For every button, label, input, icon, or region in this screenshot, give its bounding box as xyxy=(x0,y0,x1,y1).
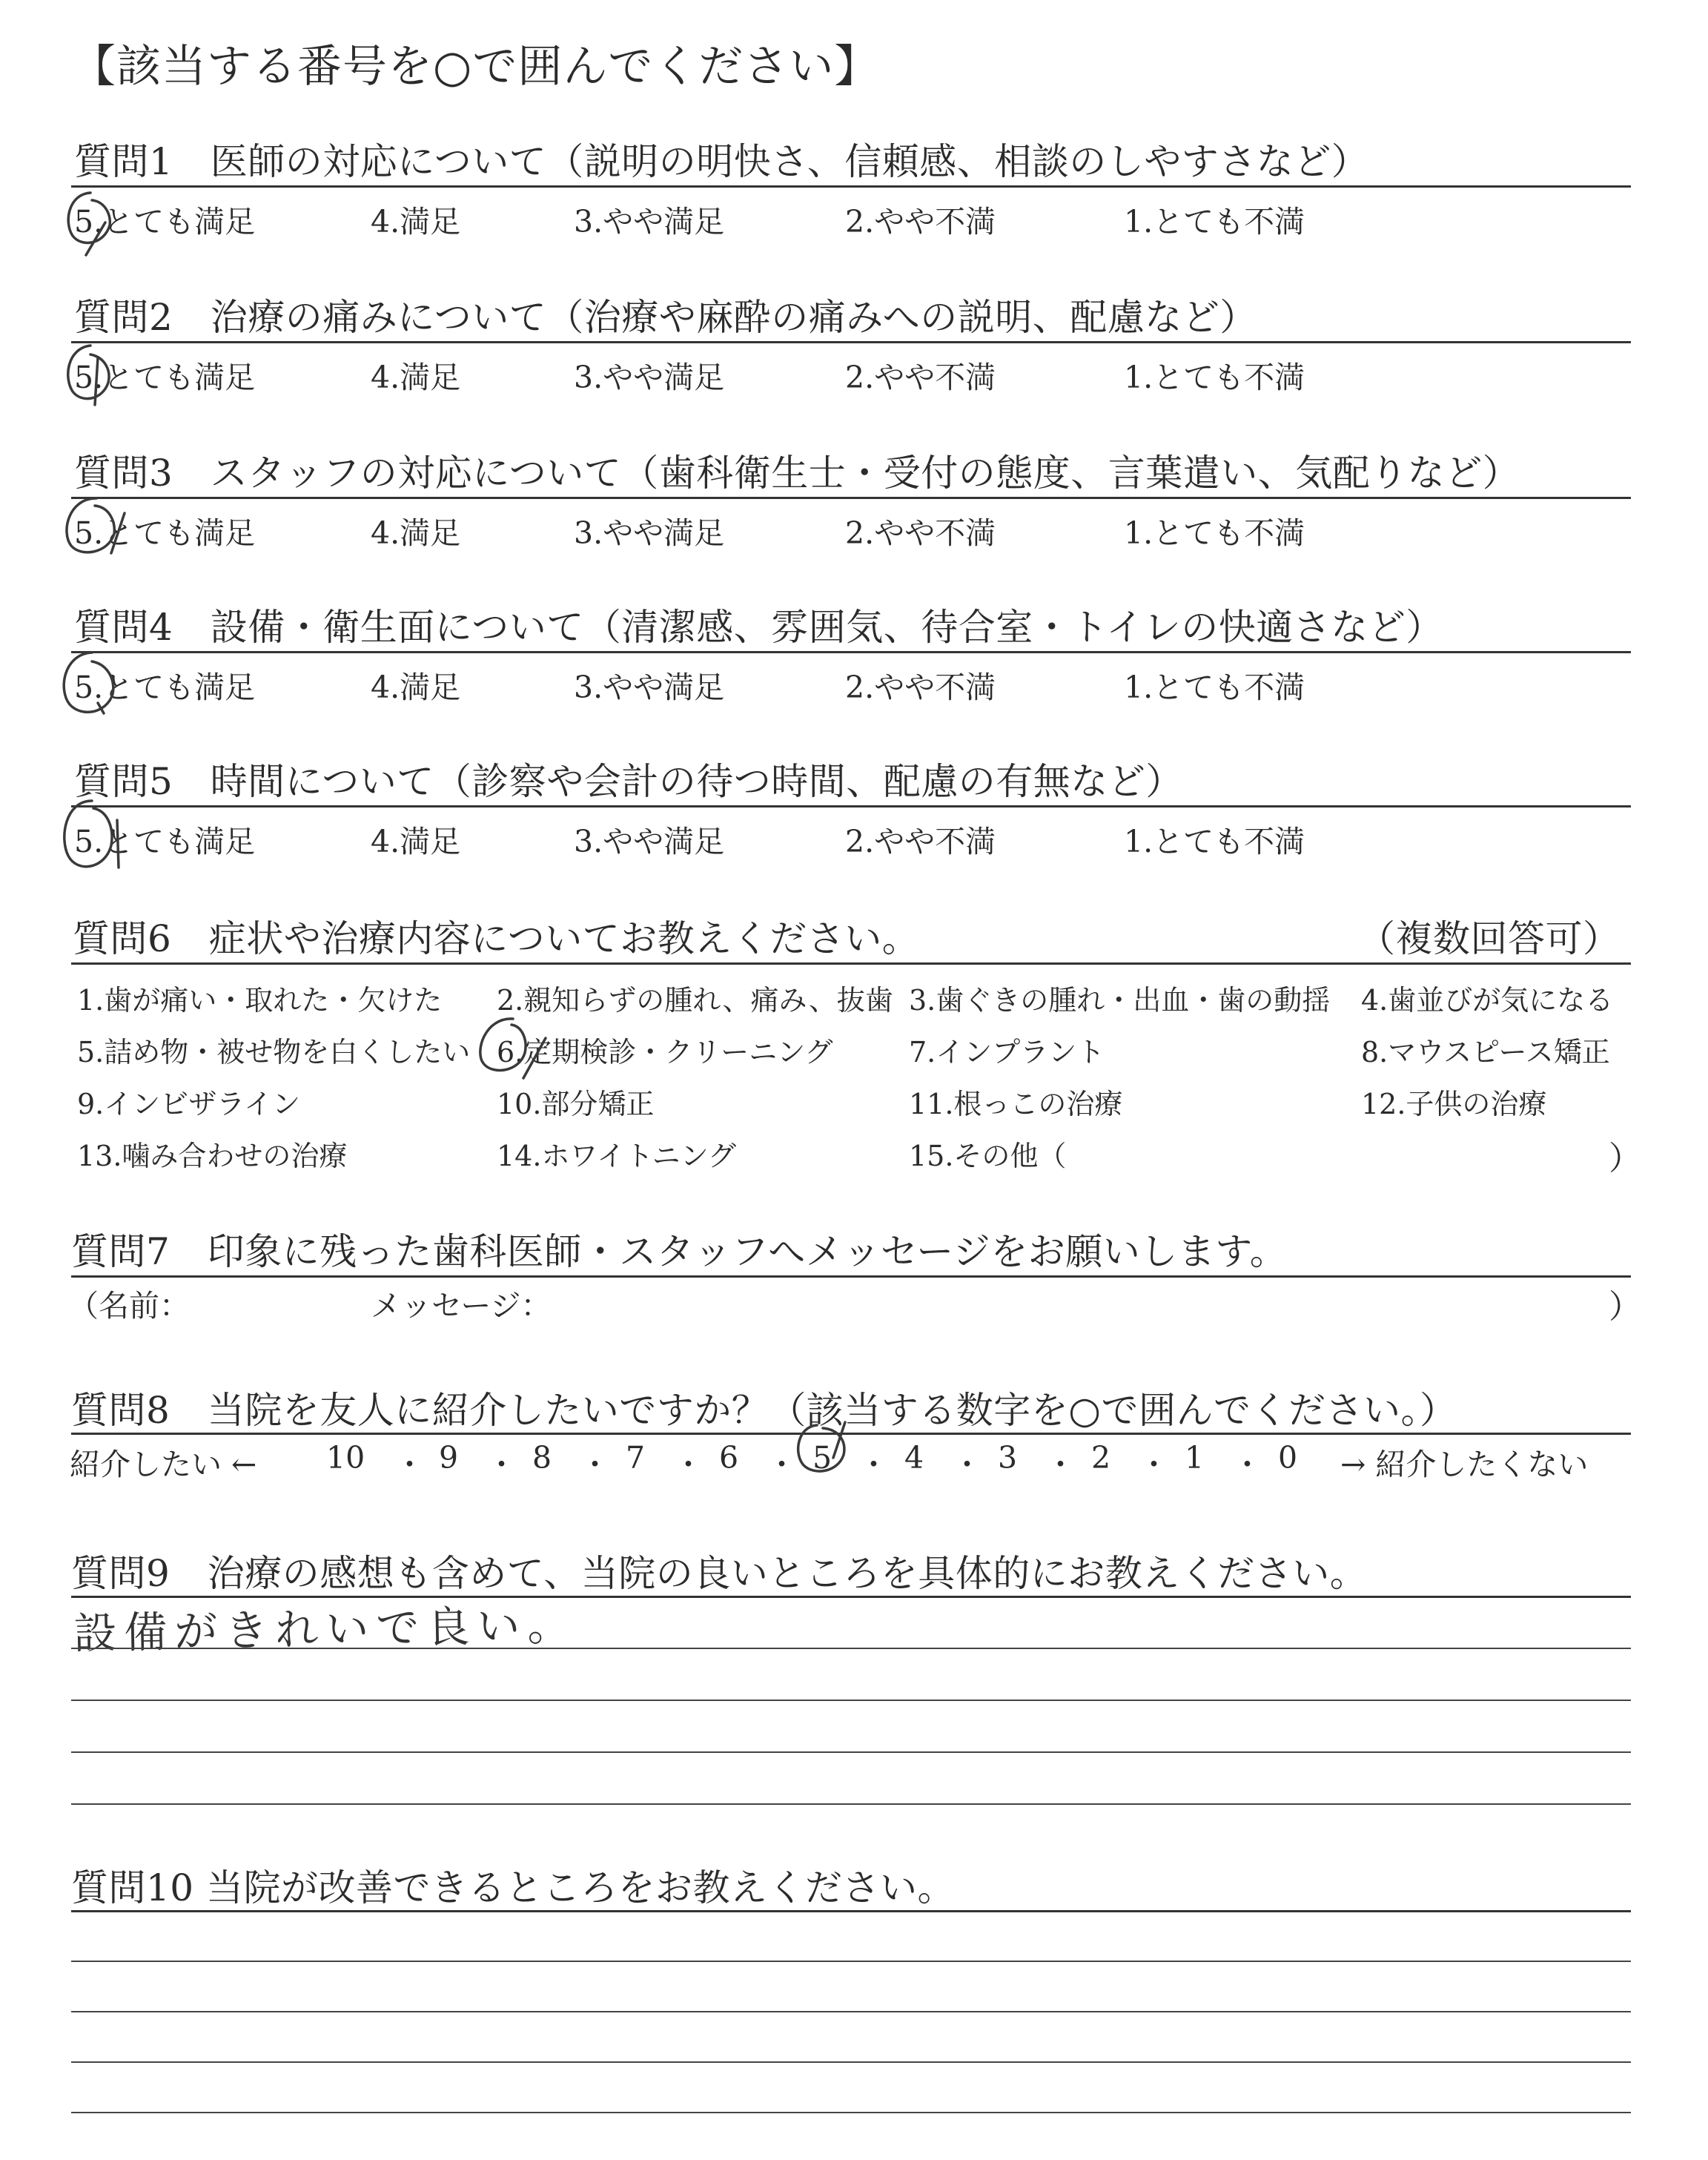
divider xyxy=(71,341,1631,343)
q6-option-12[interactable]: 12.子供の治療 xyxy=(1361,1088,1547,1120)
option-4[interactable]: 4.満足 xyxy=(371,204,461,240)
multiple-answers-note: （複数回答可） xyxy=(1358,917,1621,960)
option-2[interactable]: 2.やや不満 xyxy=(845,204,996,240)
other-close-paren: ） xyxy=(1609,1140,1641,1178)
option-5[interactable]: 5.とても満足 xyxy=(74,824,256,859)
answer-line xyxy=(71,2011,1631,2012)
scale-value-2[interactable]: 2 xyxy=(1091,1440,1111,1476)
scale-dot: ・ xyxy=(767,1447,797,1482)
answer-line xyxy=(71,2061,1631,2063)
q6-option-5[interactable]: 5.詰め物・被せ物を白くしたい xyxy=(77,1036,471,1069)
q6-option-9[interactable]: 9.インビザライン xyxy=(77,1088,301,1120)
q6-option-14[interactable]: 14.ホワイトニング xyxy=(497,1140,737,1172)
option-5[interactable]: 5.とても満足 xyxy=(74,670,256,705)
question-6-title: 質問6 症状や治療内容についてお教えください。 xyxy=(73,917,920,960)
q6-option-8[interactable]: 8.マウスピース矯正 xyxy=(1361,1036,1610,1069)
question-3-title: 質問3 スタッフの対応について（歯科衛生士・受付の態度、言葉遣い、気配りなど） xyxy=(74,452,1520,495)
answer-line xyxy=(71,2112,1631,2113)
scale-dot: ・ xyxy=(1232,1447,1262,1482)
question-4-title: 質問4 設備・衛生面について（清潔感、雰囲気、待合室・トイレの快適さなど） xyxy=(74,606,1443,649)
form-header: 【該当する番号を○で囲んでください】 xyxy=(71,41,880,93)
q6-option-6[interactable]: 6.定期検診・クリーニング xyxy=(497,1036,833,1069)
divider xyxy=(71,962,1631,965)
option-1[interactable]: 1.とても不満 xyxy=(1124,670,1305,705)
scale-right-label: → 紹介したくない xyxy=(1340,1447,1589,1482)
scale-value-6[interactable]: 6 xyxy=(719,1440,739,1476)
option-5[interactable]: 5.とても満足 xyxy=(74,360,256,395)
question-9-title: 質問9 治療の感想も含めて、当院の良いところを具体的にお教えください。 xyxy=(71,1552,1368,1595)
scale-value-10[interactable]: 10 xyxy=(326,1440,365,1476)
option-3[interactable]: 3.やや満足 xyxy=(574,360,725,395)
option-4[interactable]: 4.満足 xyxy=(371,515,461,551)
question-5-title: 質問5 時間について（診察や会計の待つ時間、配慮の有無など） xyxy=(74,760,1183,803)
scale-value-9[interactable]: 9 xyxy=(439,1440,459,1476)
scale-left-label: 紹介したい ← xyxy=(70,1447,257,1482)
q6-option-11[interactable]: 11.根っこの治療 xyxy=(909,1088,1123,1120)
option-2[interactable]: 2.やや不満 xyxy=(845,670,996,705)
option-1[interactable]: 1.とても不満 xyxy=(1124,824,1305,859)
q6-option-10[interactable]: 10.部分矯正 xyxy=(497,1088,655,1120)
answer-line xyxy=(71,1648,1631,1649)
option-4[interactable]: 4.満足 xyxy=(371,670,461,705)
option-3[interactable]: 3.やや満足 xyxy=(574,204,725,240)
scale-dot: ・ xyxy=(1139,1447,1169,1482)
divider xyxy=(71,497,1631,499)
option-1[interactable]: 1.とても不満 xyxy=(1124,515,1305,551)
scale-dot: ・ xyxy=(394,1447,425,1482)
q6-option-7[interactable]: 7.インプラント xyxy=(909,1036,1105,1069)
divider xyxy=(71,1910,1631,1912)
scale-dot: ・ xyxy=(673,1447,704,1482)
answer-line xyxy=(71,1700,1631,1701)
scale-value-4[interactable]: 4 xyxy=(904,1440,924,1476)
divider xyxy=(71,651,1631,653)
q6-option-13[interactable]: 13.噛み合わせの治療 xyxy=(77,1140,348,1172)
option-3[interactable]: 3.やや満足 xyxy=(574,824,725,859)
option-2[interactable]: 2.やや不満 xyxy=(845,824,996,859)
message-close-paren: ） xyxy=(1609,1288,1641,1326)
question-10-title: 質問10 当院が改善できるところをお教えください。 xyxy=(71,1866,956,1909)
divider xyxy=(71,1433,1631,1435)
q6-option-3[interactable]: 3.歯ぐきの腫れ・出血・歯の動揺 xyxy=(909,984,1331,1017)
scale-dot: ・ xyxy=(1045,1447,1076,1482)
scale-dot: ・ xyxy=(486,1447,517,1482)
name-label: （名前： xyxy=(68,1288,190,1324)
q6-option-4[interactable]: 4.歯並びが気になる xyxy=(1361,984,1614,1017)
scale-dot: ・ xyxy=(858,1447,889,1482)
question-2-title: 質問2 治療の痛みについて（治療や麻酔の痛みへの説明、配慮など） xyxy=(74,296,1257,339)
option-1[interactable]: 1.とても不満 xyxy=(1124,360,1305,395)
scale-value-7[interactable]: 7 xyxy=(626,1440,646,1476)
scale-dot: ・ xyxy=(580,1447,610,1482)
q6-option-1[interactable]: 1.歯が痛い・取れた・欠けた xyxy=(77,984,443,1017)
question-7-title: 質問7 印象に残った歯科医師・スタッフへメッセージをお願いします。 xyxy=(71,1230,1288,1273)
answer-line xyxy=(71,1803,1631,1805)
scale-dot: ・ xyxy=(952,1447,982,1482)
scale-value-1[interactable]: 1 xyxy=(1185,1440,1205,1476)
question-1-title: 質問1 医師の対応について（説明の明快さ、信頼感、相談のしやすさなど） xyxy=(74,140,1369,183)
option-2[interactable]: 2.やや不満 xyxy=(845,515,996,551)
message-label: メッセージ： xyxy=(371,1288,552,1324)
question-8-title: 質問8 当院を友人に紹介したいですか？（該当する数字を○で囲んでください。） xyxy=(71,1389,1457,1432)
scale-value-0[interactable]: 0 xyxy=(1278,1440,1298,1476)
q6-option-15[interactable]: 15.その他（ xyxy=(909,1140,1067,1172)
q6-option-2[interactable]: 2.親知らずの腫れ、痛み、抜歯 xyxy=(497,984,893,1017)
divider xyxy=(71,185,1631,188)
option-4[interactable]: 4.満足 xyxy=(371,360,461,395)
answer-line xyxy=(71,1751,1631,1753)
option-5[interactable]: 5.とても満足 xyxy=(74,204,256,240)
option-4[interactable]: 4.満足 xyxy=(371,824,461,859)
divider xyxy=(71,1275,1631,1278)
answer-line xyxy=(71,1961,1631,1962)
scale-value-8[interactable]: 8 xyxy=(532,1440,552,1476)
option-3[interactable]: 3.やや満足 xyxy=(574,670,725,705)
option-2[interactable]: 2.やや不満 xyxy=(845,360,996,395)
question-9-answer[interactable]: 設備がきれいで良い。 xyxy=(73,1599,578,1659)
scale-value-3[interactable]: 3 xyxy=(998,1440,1018,1476)
divider xyxy=(71,805,1631,807)
option-3[interactable]: 3.やや満足 xyxy=(574,515,725,551)
option-1[interactable]: 1.とても不満 xyxy=(1124,204,1305,240)
scale-value-5[interactable]: 5 xyxy=(812,1440,833,1476)
option-5[interactable]: 5.とても満足 xyxy=(74,515,256,551)
